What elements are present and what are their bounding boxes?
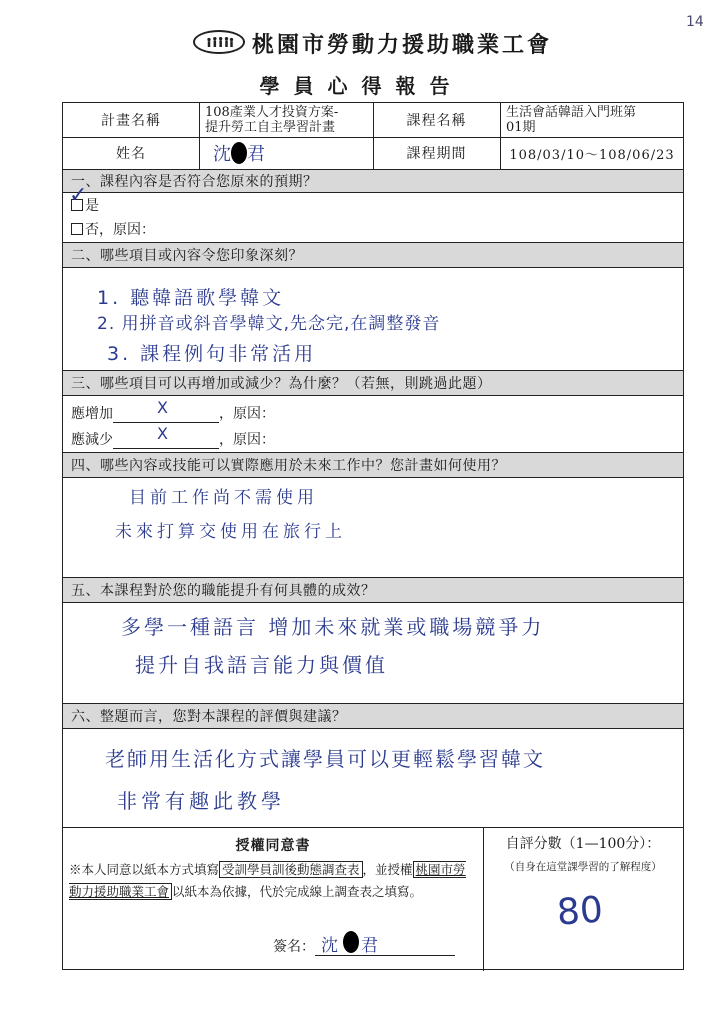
signature-value-post: 君	[361, 936, 378, 956]
q3-decrease-label: 應減少	[71, 432, 113, 448]
q1-yes-label: 是	[85, 198, 99, 214]
q6-answer-1: 老師用生活化方式讓學員可以更輕鬆學習韓文	[105, 747, 545, 771]
q2-answer-3: 3. 課程例句非常活用	[107, 343, 317, 365]
name-value-pre: 沈	[213, 144, 231, 165]
q6-answer-2: 非常有趣此教學	[117, 789, 285, 813]
report-form	[62, 102, 684, 970]
consent-text-a: ※本人同意以紙本方式填寫	[69, 862, 220, 877]
q3-decrease-field[interactable]	[113, 424, 219, 449]
q1-title: 一、課程內容是否符合您原來的預期？	[63, 169, 683, 193]
self-score-section	[483, 827, 683, 971]
header	[0, 24, 723, 64]
q2-answer-2: 2. 用拼音或斜音學韓文,先念完,在調整發音	[97, 314, 441, 334]
self-score-note: （自身在這堂課學習的了解程度）	[504, 861, 662, 873]
q5-answer-2: 提升自我語言能力與價值	[135, 653, 388, 677]
q2-title: 二、哪些項目或內容令您印象深刻？	[63, 242, 683, 268]
logo-figures-icon	[195, 32, 243, 52]
self-score-value[interactable]: 80	[555, 889, 605, 934]
q4-answer-1: 目前工作尚不需使用	[129, 488, 318, 508]
q1-no-checkbox[interactable]	[71, 223, 83, 235]
course-value-line2: 01期	[506, 120, 536, 135]
consent-org-name: 桃園市勞動力援助職業工會	[69, 862, 466, 899]
org-name: 桃園市勞動力援助職業工會	[252, 32, 553, 58]
consent-section	[63, 827, 483, 971]
consent-title: 授權同意書	[235, 838, 311, 854]
q4-title: 四、哪些內容或技能可以實際應用於未來工作中？您計畫如何使用？	[63, 452, 683, 478]
q5-answer-1: 多學一種語言 增加未來就業或職場競爭力	[121, 615, 545, 639]
q1-option-no[interactable]	[71, 219, 155, 239]
plan-value	[199, 105, 373, 137]
signature-redaction	[343, 931, 359, 953]
period-value: 108/03/10～108/06/23	[509, 147, 675, 163]
page-title: 學員心得報告	[259, 74, 464, 98]
plan-value-line1: 108產業人才投資方案-	[205, 105, 339, 120]
consent-text-b: ，並授權	[362, 862, 413, 877]
course-label: 課程名稱	[406, 113, 467, 129]
q2-answer-1: 1. 聽韓語歌學韓文	[97, 287, 285, 309]
q3-decrease-row	[71, 424, 275, 449]
consent-text	[69, 859, 475, 903]
signature-row	[273, 935, 455, 956]
name-value-post: 君	[247, 144, 265, 165]
q3-decrease-reason-label: ，原因：	[219, 432, 275, 448]
self-score-title: 自評分數（1—100分）：	[505, 836, 661, 852]
q1-yes-check-mark: ✓	[69, 183, 91, 208]
consent-text-c: 以紙本為依據，代於完成線上調查表之填寫。	[172, 884, 423, 899]
name-label: 姓名	[116, 146, 146, 162]
page-number: 14	[686, 14, 704, 30]
consent-survey-name: 受訓學員訓後動態調查表	[219, 861, 363, 878]
q3-increase-label: 應增加	[71, 406, 113, 422]
signature-value-pre: 沈	[321, 936, 338, 956]
signature-label: 簽名：	[273, 939, 315, 955]
name-redaction	[231, 142, 247, 164]
period-label: 課程期間	[406, 146, 467, 162]
q3-increase-reason-label: ，原因：	[219, 406, 275, 422]
course-value-line1: 生活會話韓語入門班第	[506, 105, 637, 120]
name-value	[199, 137, 373, 169]
org-logo	[193, 30, 245, 54]
q5-title: 五、本課程對於您的職能提升有何具體的成效？	[63, 577, 683, 603]
q3-increase-value: X	[157, 398, 171, 417]
q3-increase-field[interactable]	[113, 398, 219, 423]
q3-increase-row	[71, 398, 275, 423]
q1-no-label: 否，原因：	[85, 222, 155, 238]
signature-field[interactable]	[315, 935, 455, 956]
course-value	[500, 105, 684, 137]
q3-decrease-value: X	[157, 424, 171, 443]
q6-title: 六、整題而言，您對本課程的評價與建議？	[63, 703, 683, 729]
plan-value-line2: 提升勞工自主學習計畫	[205, 120, 336, 135]
plan-label: 計畫名稱	[101, 113, 161, 129]
q3-title: 三、哪些項目可以再增加或減少？為什麼？（若無，則跳過此題）	[63, 370, 683, 396]
q4-answer-2: 未來打算交使用在旅行上	[115, 522, 346, 542]
